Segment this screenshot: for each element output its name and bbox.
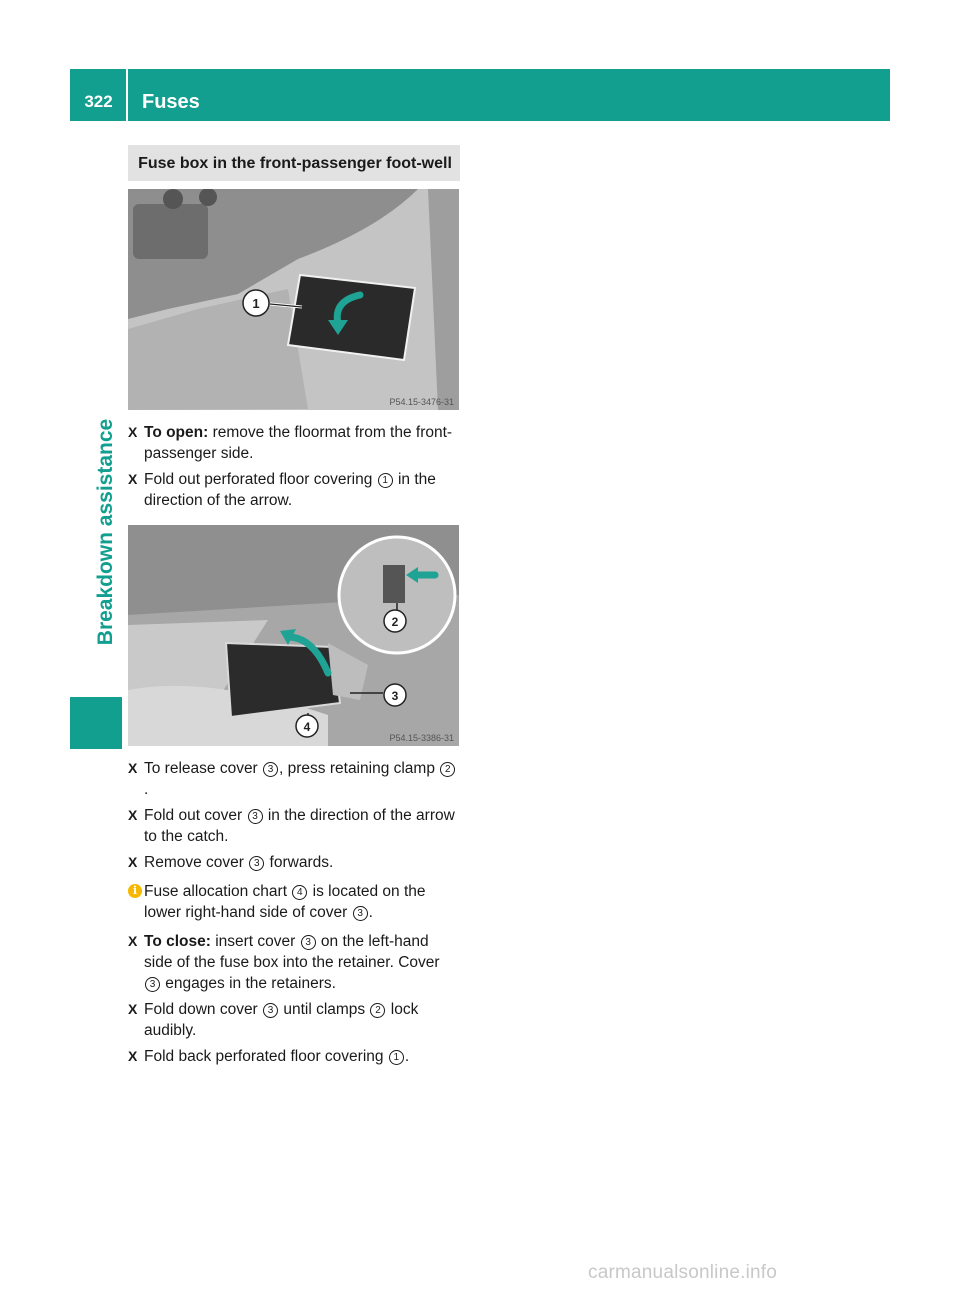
step-close: X To close: insert cover 3 on the left-hand side of the fuse box into the retainer. Cover 3 engages in the retainers. bbox=[128, 933, 440, 992]
fuse-cover bbox=[226, 643, 340, 717]
step-fold-down-cover: X Fold down cover 3 until clamps 2 lock audibly. bbox=[128, 1001, 419, 1039]
vent-1 bbox=[163, 189, 183, 209]
figure-footwell-cover bbox=[128, 189, 459, 410]
retaining-clamp bbox=[383, 565, 405, 603]
callout-ref: 3 bbox=[263, 762, 278, 777]
step-fold-back-covering: X Fold back perforated floor covering 1 . bbox=[128, 1048, 410, 1065]
watermark: carmanualsonline.info bbox=[588, 1262, 778, 1283]
step-fold-out-cover: X Fold out cover 3 in the direction of the arrow to the catch. bbox=[128, 807, 455, 845]
callout-ref: 1 bbox=[378, 473, 393, 488]
step-open: X To open: remove the floormat from the front-passenger side. bbox=[128, 424, 453, 462]
step-marker: X bbox=[128, 1001, 138, 1017]
step-marker: X bbox=[128, 424, 138, 440]
content-column bbox=[128, 145, 460, 1072]
callout-4-label: 4 bbox=[303, 720, 311, 734]
section-heading: Fuse box in the front-passenger foot-well bbox=[128, 145, 460, 181]
callout-3-label: 3 bbox=[391, 689, 399, 703]
step-bold-label: To open: bbox=[144, 424, 209, 441]
step-marker: X bbox=[128, 760, 138, 776]
callout-ref: 3 bbox=[353, 906, 368, 921]
callout-ref: 3 bbox=[249, 856, 264, 871]
step-bold-label: To close: bbox=[144, 933, 211, 950]
callout-1-label: 1 bbox=[252, 296, 260, 311]
step-marker: X bbox=[128, 933, 138, 949]
callout-2-label: 2 bbox=[391, 615, 399, 629]
step-marker: X bbox=[128, 471, 138, 487]
callout-ref: 4 bbox=[292, 885, 307, 900]
floor-covering bbox=[288, 275, 415, 360]
step-fold-out-covering: X Fold out perforated floor covering 1 in the direction of the arrow. bbox=[128, 471, 436, 509]
callout-ref: 3 bbox=[263, 1003, 278, 1018]
figure-fuse-box-cover bbox=[128, 525, 459, 746]
side-tab-label: Breakdown assistance bbox=[94, 418, 117, 646]
header-divider bbox=[126, 69, 128, 121]
steps-close bbox=[128, 931, 460, 1067]
info-icon: i bbox=[128, 884, 142, 898]
callout-ref: 2 bbox=[370, 1003, 385, 1018]
step-marker: X bbox=[128, 1048, 138, 1064]
figure-code: P54.15-3476-31 bbox=[389, 397, 454, 407]
callout-ref: 3 bbox=[301, 935, 316, 950]
callout-ref: 2 bbox=[440, 762, 455, 777]
step-remove-cover: X Remove cover 3 forwards. bbox=[128, 854, 334, 871]
callout-ref: 1 bbox=[389, 1050, 404, 1065]
steps-remove bbox=[128, 758, 460, 873]
steps-open bbox=[128, 422, 460, 511]
callout-ref: 3 bbox=[248, 809, 263, 824]
footwell-illustration bbox=[128, 189, 459, 410]
page-number: 322 bbox=[84, 92, 113, 111]
step-marker: X bbox=[128, 807, 138, 823]
page-title: Fuses bbox=[142, 91, 200, 113]
step-marker: X bbox=[128, 854, 138, 870]
info-note: i Fuse allocation chart 4 is located on the lower right-hand side of cover 3 . bbox=[128, 881, 460, 923]
fuse-box-illustration bbox=[128, 525, 459, 746]
console-panel bbox=[133, 204, 208, 259]
side-tab-marker bbox=[70, 697, 122, 749]
figure-code: P54.15-3386-31 bbox=[389, 733, 454, 743]
step-release-cover: X To release cover 3 , press retaining clamp 2. bbox=[128, 758, 460, 800]
callout-ref: 3 bbox=[145, 977, 160, 992]
